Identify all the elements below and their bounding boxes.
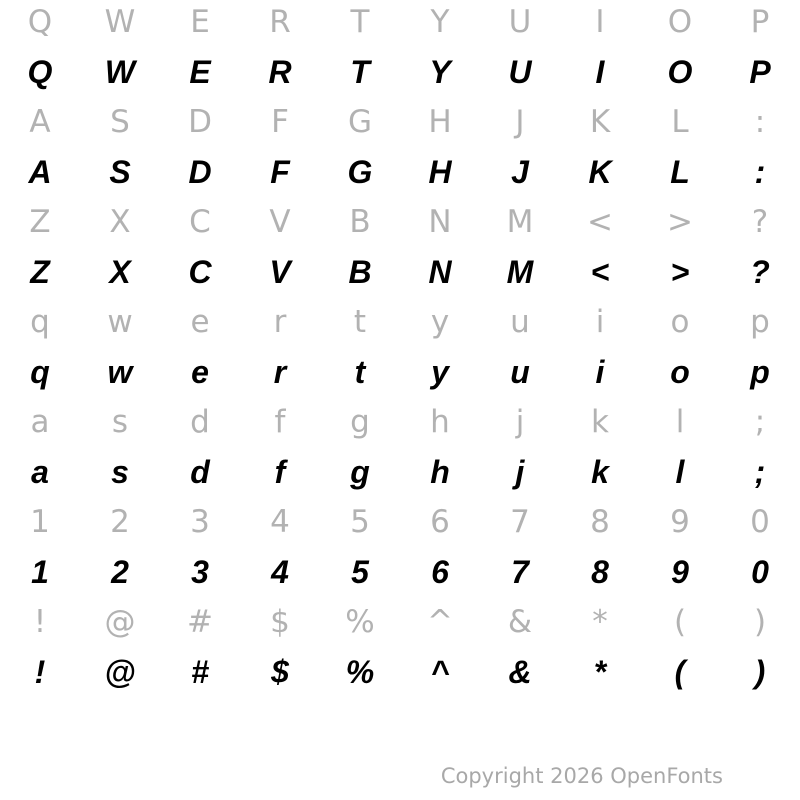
glyph-cell: i xyxy=(595,304,605,340)
glyph-cell: e xyxy=(190,304,210,340)
glyph-cell: B xyxy=(348,254,372,290)
glyph-cell: d xyxy=(190,404,210,440)
glyph-cell: < xyxy=(587,204,613,240)
glyph-row-reference xyxy=(0,297,800,347)
glyph-cell: ( xyxy=(674,654,686,690)
glyph-cell: 3 xyxy=(191,554,209,590)
glyph-cell: L xyxy=(671,104,689,140)
glyph-cell: y xyxy=(431,354,449,390)
glyph-cell: D xyxy=(188,104,212,140)
glyph-cell: k xyxy=(591,404,609,440)
glyph-row-specimen xyxy=(0,547,800,597)
glyph-cell: f xyxy=(274,454,286,490)
glyph-cell: Y xyxy=(429,54,451,90)
glyph-cell: N xyxy=(428,254,452,290)
glyph-cell: q xyxy=(30,304,50,340)
glyph-cell: 9 xyxy=(670,504,690,540)
glyph-cell: N xyxy=(428,204,452,240)
glyph-cell: R xyxy=(269,4,291,40)
glyph-cell: 5 xyxy=(350,504,370,540)
glyph-cell: B xyxy=(349,204,371,240)
glyph-cell: : xyxy=(754,154,766,190)
glyph-cell: Q xyxy=(27,54,53,90)
glyph-cell: C xyxy=(189,204,211,240)
glyph-cell: h xyxy=(430,454,450,490)
glyph-cell: ! xyxy=(33,604,47,640)
glyph-cell: @ xyxy=(104,654,136,690)
glyph-cell: 7 xyxy=(511,554,529,590)
glyph-cell: S xyxy=(109,154,131,190)
glyph-cell: @ xyxy=(104,604,136,640)
glyph-cell: D xyxy=(188,154,212,190)
glyph-cell: r xyxy=(273,354,287,390)
glyph-cell: R xyxy=(268,54,292,90)
glyph-cell: l xyxy=(675,404,685,440)
glyph-row-specimen xyxy=(0,147,800,197)
glyph-cell: V xyxy=(269,204,291,240)
glyph-cell: # xyxy=(187,604,213,640)
glyph-cell: s xyxy=(111,454,129,490)
glyph-row-specimen xyxy=(0,347,800,397)
glyph-cell: ) xyxy=(753,604,767,640)
glyph-cell: S xyxy=(110,104,130,140)
glyph-cell: l xyxy=(675,454,685,490)
glyph-row-specimen xyxy=(0,47,800,97)
glyph-cell: a xyxy=(31,454,49,490)
glyph-cell: 2 xyxy=(111,554,129,590)
glyph-cell: A xyxy=(28,154,52,190)
glyph-cell: 2 xyxy=(110,504,130,540)
glyph-cell: M xyxy=(506,204,534,240)
glyph-cell: : xyxy=(754,104,766,140)
glyph-row-reference xyxy=(0,597,800,647)
glyph-cell: & xyxy=(507,604,533,640)
glyph-cell: Z xyxy=(30,254,50,290)
glyph-cell: M xyxy=(506,254,534,290)
glyph-cell: t xyxy=(354,354,366,390)
glyph-cell: I xyxy=(595,4,605,40)
glyph-cell: u xyxy=(510,304,530,340)
glyph-cell: O xyxy=(667,4,693,40)
glyph-cell: W xyxy=(104,54,136,90)
glyph-cell: $ xyxy=(271,654,289,690)
glyph-cell: 6 xyxy=(430,504,450,540)
glyph-cell: f xyxy=(274,404,286,440)
glyph-cell: 5 xyxy=(351,554,369,590)
glyph-cell: K xyxy=(589,104,611,140)
glyph-cell: o xyxy=(670,304,690,340)
glyph-row-reference xyxy=(0,0,800,47)
glyph-cell: Z xyxy=(29,204,51,240)
glyph-row-specimen xyxy=(0,647,800,697)
glyph-cell: i xyxy=(595,354,605,390)
glyph-cell: ! xyxy=(34,654,46,690)
glyph-cell: & xyxy=(508,654,532,690)
glyph-cell: G xyxy=(347,154,373,190)
glyph-cell: s xyxy=(111,404,129,440)
glyph-cell: P xyxy=(750,4,770,40)
glyph-cell: ^ xyxy=(427,604,453,640)
glyph-cell: ^ xyxy=(430,654,450,690)
glyph-cell: 6 xyxy=(431,554,449,590)
glyph-cell: k xyxy=(591,454,609,490)
glyph-cell: T xyxy=(350,4,370,40)
glyph-cell: g xyxy=(350,404,370,440)
glyph-cell: X xyxy=(109,204,131,240)
glyph-cell: U xyxy=(508,54,532,90)
glyph-row-reference xyxy=(0,197,800,247)
glyph-cell: X xyxy=(109,254,131,290)
glyph-cell: ? xyxy=(750,254,770,290)
glyph-cell: j xyxy=(515,454,525,490)
glyph-cell: J xyxy=(511,154,529,190)
glyph-cell: U xyxy=(508,4,532,40)
glyph-cell: > xyxy=(667,204,693,240)
glyph-cell: 8 xyxy=(591,554,609,590)
glyph-cell: 0 xyxy=(750,504,770,540)
glyph-cell: 4 xyxy=(270,504,290,540)
glyph-cell: * xyxy=(592,604,608,640)
glyph-cell: T xyxy=(350,54,370,90)
glyph-cell: 4 xyxy=(271,554,289,590)
glyph-cell: F xyxy=(270,154,290,190)
glyph-row-reference xyxy=(0,397,800,447)
glyph-cell: W xyxy=(104,4,136,40)
glyph-cell: Q xyxy=(27,4,53,40)
glyph-cell: ? xyxy=(751,204,769,240)
glyph-row-reference xyxy=(0,497,800,547)
glyph-cell: > xyxy=(670,254,690,290)
glyph-cell: P xyxy=(749,54,771,90)
glyph-cell: ( xyxy=(673,604,687,640)
glyph-cell: w xyxy=(107,304,133,340)
glyph-cell: # xyxy=(191,654,209,690)
glyph-cell: 8 xyxy=(590,504,610,540)
glyph-cell: O xyxy=(667,54,693,90)
glyph-cell: r xyxy=(273,304,287,340)
glyph-cell: 1 xyxy=(31,554,49,590)
glyph-cell: q xyxy=(30,354,50,390)
glyph-cell: 3 xyxy=(190,504,210,540)
glyph-cell: I xyxy=(595,54,605,90)
glyph-row-reference xyxy=(0,97,800,147)
glyph-cell: H xyxy=(428,154,452,190)
glyph-cell: 7 xyxy=(510,504,530,540)
glyph-cell: $ xyxy=(270,604,290,640)
glyph-cell: 1 xyxy=(30,504,50,540)
glyph-cell: C xyxy=(188,254,212,290)
glyph-cell: % xyxy=(345,604,375,640)
glyph-cell: ) xyxy=(754,654,766,690)
glyph-cell: ; xyxy=(754,404,766,440)
glyph-cell: G xyxy=(347,104,373,140)
glyph-cell: 9 xyxy=(671,554,689,590)
glyph-cell: H xyxy=(428,104,452,140)
glyph-cell: p xyxy=(750,354,770,390)
copyright-watermark: Copyright 2026 OpenFonts xyxy=(440,764,723,788)
glyph-cell: e xyxy=(191,354,209,390)
glyph-cell: * xyxy=(593,654,607,690)
glyph-cell: a xyxy=(30,404,50,440)
glyph-cell: h xyxy=(430,404,450,440)
glyph-cell: y xyxy=(430,304,450,340)
glyph-cell: t xyxy=(353,304,367,340)
glyph-cell: L xyxy=(670,154,690,190)
glyph-cell: < xyxy=(590,254,610,290)
glyph-cell: F xyxy=(271,104,289,140)
glyph-cell: V xyxy=(269,254,291,290)
glyph-row-specimen xyxy=(0,447,800,497)
glyph-cell: 0 xyxy=(751,554,769,590)
glyph-cell: % xyxy=(345,654,375,690)
glyph-cell: d xyxy=(190,454,210,490)
glyph-cell: w xyxy=(107,354,133,390)
glyph-cell: g xyxy=(350,454,370,490)
glyph-cell: ; xyxy=(754,454,766,490)
glyph-cell: E xyxy=(189,54,211,90)
glyph-cell: p xyxy=(750,304,770,340)
glyph-cell: j xyxy=(515,404,525,440)
glyph-cell: E xyxy=(190,4,210,40)
glyph-cell: o xyxy=(670,354,690,390)
glyph-cell: u xyxy=(510,354,530,390)
glyph-cell: K xyxy=(588,154,612,190)
glyph-row-specimen xyxy=(0,247,800,297)
glyph-cell: Y xyxy=(430,4,450,40)
glyph-cell: J xyxy=(515,104,525,140)
glyph-cell: A xyxy=(29,104,51,140)
